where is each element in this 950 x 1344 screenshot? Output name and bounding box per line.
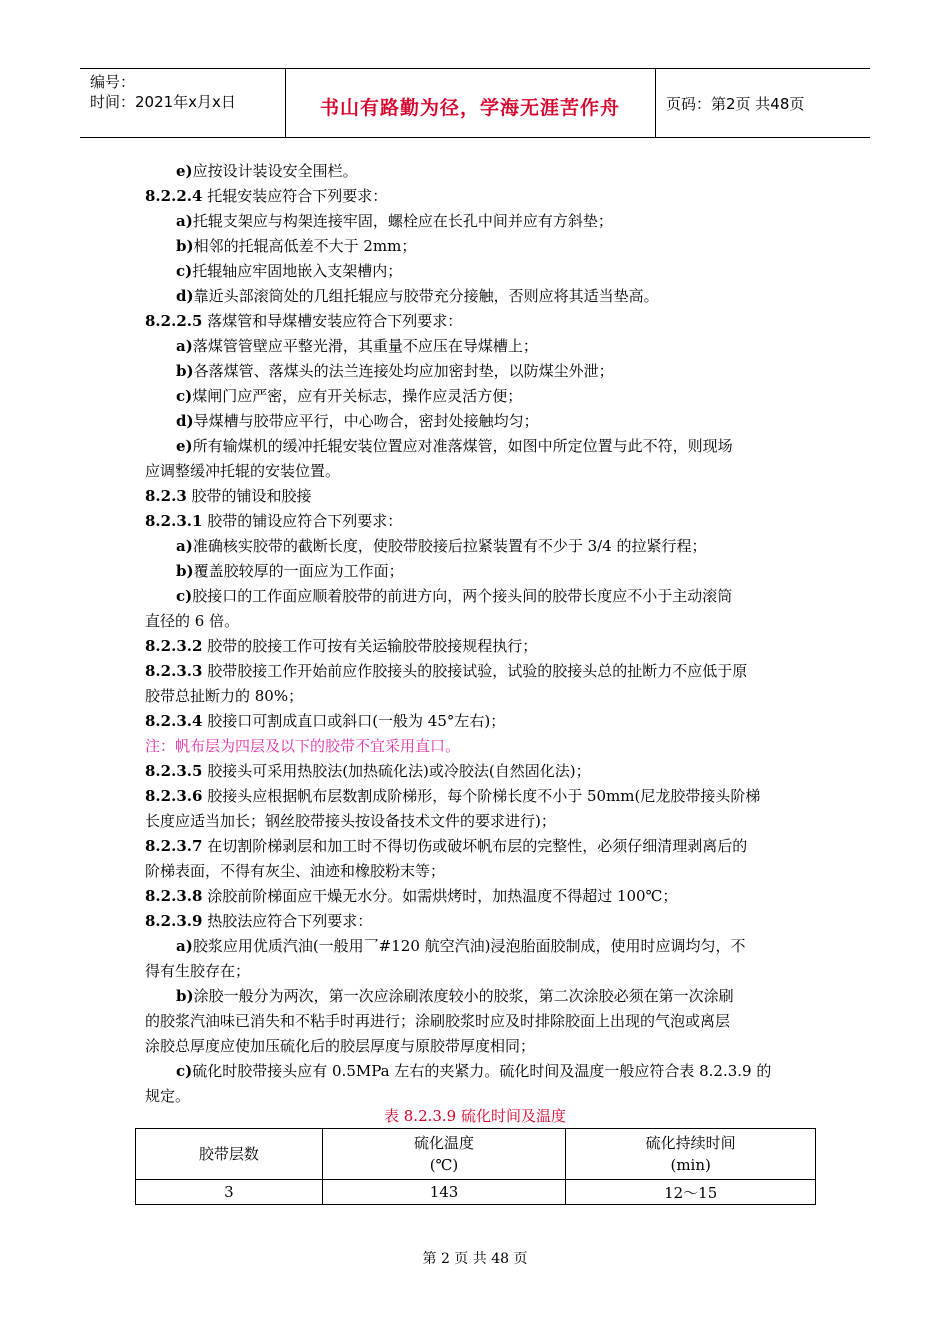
motto: 书山有路勤为径，学海无涯苦作舟 <box>319 97 620 119</box>
header-page-cell <box>656 69 870 137</box>
page-header <box>80 68 870 138</box>
section-heading: 8.2.3.3 胶带胶接工作开始前应作胶接头的胶接试验，试验的胶接头总的扯断力不应低于原 <box>145 662 748 680</box>
table-caption: 表 8.2.3.9 硫化时间及温度 <box>383 1107 566 1125</box>
text-line: b)各落煤管、落煤头的法兰连接处均应加密封垫，以防煤尘外泄； <box>176 362 614 380</box>
text-line: 涂胶总厚度应使加压硫化后的胶层厚度与原胶带厚度相同； <box>145 1037 536 1055</box>
text-line: 得有生胶存在； <box>145 962 251 980</box>
text-line: e)应按设计装设安全围栏。 <box>176 162 358 180</box>
text-line: 直径的 6 倍。 <box>145 612 240 630</box>
header-meta <box>80 69 286 137</box>
text-line: 阶梯表面，不得有灰尘、油迹和橡胶粉末等； <box>145 862 446 880</box>
text-line: a)准确核实胶带的截断长度，使胶带胶接后拉紧装置有不少于 3/4 的拉紧行程； <box>176 537 707 555</box>
text-line: 规定。 <box>145 1087 191 1105</box>
section-heading: 8.2.2.5 落煤管和导煤槽安装应符合下列要求： <box>145 312 463 330</box>
text-line: c)托辊轴应牢固地嵌入支架槽内； <box>176 262 403 280</box>
page-footer: 第 2 页 共 48 页 <box>422 1251 528 1267</box>
text-line: 的胶浆汽油味已消失和不粘手时再进行；涂刷胶浆时应及时排除胶面上出现的气泡或离层 <box>145 1012 731 1030</box>
section-heading: 8.2.3.2 胶带的胶接工作可按有关运输胶带胶接规程执行； <box>145 637 538 655</box>
table-row <box>136 1180 816 1205</box>
text-line: b)相邻的托辊高低差不大于 2mm； <box>176 237 417 255</box>
text-line: a)落煤管管壁应平整光滑，其重量不应压在导煤槽上； <box>176 337 538 355</box>
section-heading: 8.2.3.5 胶接头可采用热胶法(加热硫化法)或冷胶法(自然固化法)； <box>145 762 591 780</box>
text-line: b)涂胶一般分为两次，第一次应涂刷浓度较小的胶浆，第二次涂胶必须在第一次涂刷 <box>176 987 734 1005</box>
section-heading: 8.2.3.6 胶接头应根据帆布层数割成阶梯形，每个阶梯长度不小于 50mm(尼龙胶带接头阶梯 <box>145 787 761 805</box>
text-line: c)硫化时胶带接头应有 0.5MPa 左右的夹紧力。硫化时间及温度一般应符合表 8.2.3.9 的 <box>176 1062 772 1080</box>
section-heading: 8.2.3.8 涂胶前阶梯面应干燥无水分。如需烘烤时，加热温度不得超过 100℃； <box>145 887 678 905</box>
table-cell: 3 <box>136 1180 323 1205</box>
table-header-cell: 硫化持续时间 (min) <box>566 1129 816 1180</box>
text-line: a)胶浆应用优质汽油(一般用乛#120 航空汽油)浸泡胎面胶制成，使用时应调均匀，不 <box>176 937 746 955</box>
text-line: 长度应适当加长；钢丝胶带接头按设备技术文件的要求进行)； <box>145 812 556 830</box>
page-label: 页码：第2页 共48页 <box>666 95 805 113</box>
number-label: 编号： <box>90 73 136 91</box>
section-heading: 8.2.2.4 托辊安装应符合下列要求： <box>145 187 388 205</box>
time-label: 时间：2021年x月x日 <box>90 93 236 111</box>
text-line: d)导煤槽与胶带应平行，中心吻合，密封处接触均匀； <box>176 412 539 430</box>
text-line: a)托辊支架应与构架连接牢固，螺栓应在长孔中间并应有方斜垫； <box>176 212 613 230</box>
table-header-cell: 硫化温度 (℃) <box>322 1129 566 1180</box>
table-cell: 12～15 <box>566 1180 816 1205</box>
text-line: c)煤闸门应严密，应有开关标志，操作应灵活方便； <box>176 387 523 405</box>
section-heading: 8.2.3.7 在切割阶梯剥层和加工时不得切伤或破坏帆布层的完整性，必须仔细清理剥离后的 <box>145 837 748 855</box>
text-line: c)胶接口的工作面应顺着胶带的前进方向，两个接头间的胶带长度应不小于主动滚筒 <box>176 587 733 605</box>
section-heading: 8.2.3.4 胶接口可割成直口或斜口(一般为 45°左右)； <box>145 712 506 730</box>
text-line: b)覆盖胶较厚的一面应为工作面； <box>176 562 404 580</box>
table-header-cell: 胶带层数 <box>136 1129 323 1180</box>
table-header-row <box>136 1129 816 1180</box>
text-line: d)靠近头部滚筒处的几组托辊应与胶带充分接触，否则应将其适当垫高。 <box>176 287 659 305</box>
section-heading: 8.2.3.1 胶带的铺设应符合下列要求： <box>145 512 403 530</box>
section-heading: 8.2.3.9 热胶法应符合下列要求： <box>145 912 373 930</box>
text-line: 应调整缓冲托辊的安装位置。 <box>145 462 341 480</box>
vulcanization-table <box>135 1128 816 1205</box>
table-cell: 143 <box>322 1180 566 1205</box>
text-line: 胶带总扯断力的 80%； <box>145 687 304 705</box>
note-line: 注：帆布层为四层及以下的胶带不宜采用直口。 <box>145 737 461 755</box>
header-motto-cell <box>285 69 656 137</box>
text-line: e)所有输煤机的缓冲托辊安装位置应对准落煤管，如图中所定位置与此不符，则现场 <box>176 437 733 455</box>
section-heading: 8.2.3 胶带的铺设和胶接 <box>145 487 312 505</box>
